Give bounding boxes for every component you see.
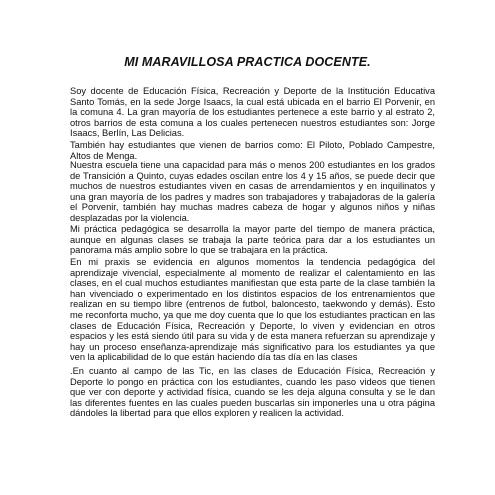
paragraph-praxis: En mi praxis se evidencia en algunos momentos la tendencia pedagógica del aprendizaje vivencial, especialmente al momento de realizar el calentamiento en las clases, en el cual muchos estudiantes manifiestan que esta parte de la clase también la han vivenciado o experimentado en los distintos espacios de los entrenamientos que realizan en su tiempo libre (entrenos de futbol, baloncesto, taekwondo y demás). Esto me reconforta mucho, ya que me doy cuenta que lo que los estudiantes practican en las clases de Educación Física, Recreación y Deporte, lo viven y evidencian en otros espacios y les está siendo útil para su vida y de esta manera refuerzan su aprendizaje y hay un proceso enseñanza-aprendizaje más significativo para los estudiantes ya que ven la aplicabilidad de lo que están haciendo día tas día en las clases [70,257,435,363]
paragraph-tic: .En cuanto al campo de las Tic, en las clases de Educación Física, Recreación y Deporte lo pongo en práctica con los estudiantes, cuando les paso videos que tienen que ver con deporte y actividad física, cuando se les deja alguna consulta y se le dan las diferentes fuentes en las cuales pueden buscarlas sin imponerles una u otra página dándoles la libertad para que ellos exploren y realicen la actividad. [70,366,435,419]
paragraph-context: Soy docente de Educación Física, Recreación y Deporte de la Institución Educativa Santo Tomás, en la sede Jorge Isaacs, la cual está ubicada en el barrio El Porvenir, en la comuna 4. La gran mayoría de los estudiantes pertenece a este barrio y al estrato 2, otros barrios de esta comuna a los cuales pertenecen nuestros estudiantes son: Jorge Isaacs, Berlín, Las Delicias. [70,86,435,139]
paragraph-other-barrios: También hay estudiantes que vienen de barrios como: El Piloto, Poblado Campestre, Altos de Menga. [70,140,435,161]
paragraph-school: Nuestra escuela tiene una capacidad para más o menos 200 estudiantes en los grados de Transición a Quinto, cuyas edades oscilan entre los 4 y 15 años, se puede decir que muchos de nuestros estudiantes viven en casas de arrendamientos y en inquilinatos y una gran mayoría de los padres y madres son trabajadores y trabajadoras de la galería el Porvenir, también hay muchas madres cabeza de hogar y algunos niños y niñas desplazadas por la violencia. [70,160,435,223]
document-title: MI MARAVILLOSA PRACTICA DOCENTE. [124,55,371,69]
paragraph-practice: Mi práctica pedagógica se desarrolla la mayor parte del tiempo de manera práctica, aunque en algunas clases se trabaja la parte teórica para dar a los estudiantes un panorama más amplio sobre lo que se trabajara en la práctica. [70,224,435,256]
